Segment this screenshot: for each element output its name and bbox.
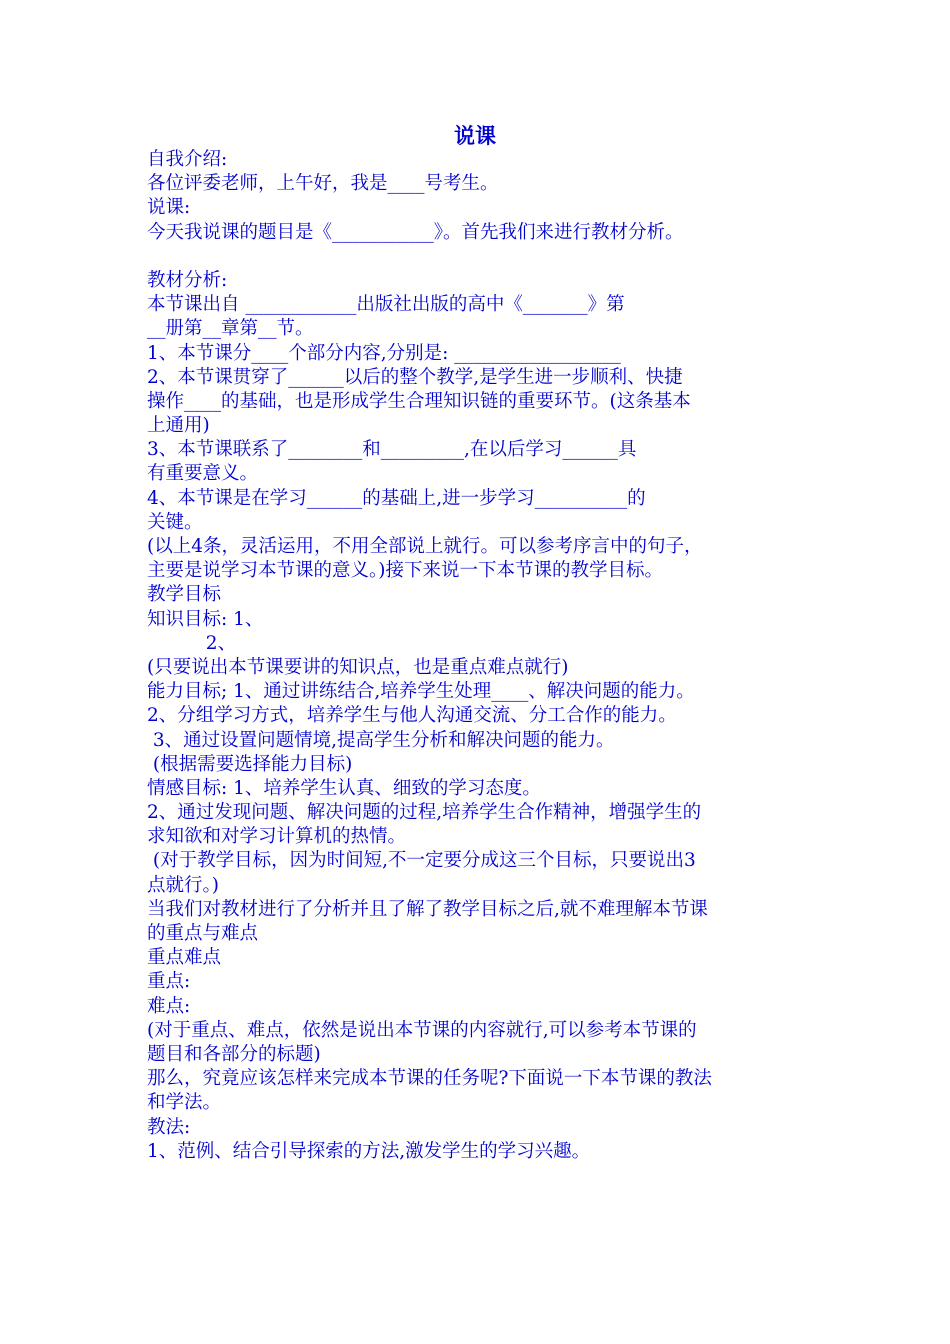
text-line: 那么，究竟应该怎样来完成本节课的任务呢?下面说一下本节课的教法 bbox=[147, 1068, 712, 1090]
text-line: 关键。 bbox=[147, 511, 203, 533]
text-line: 教法: bbox=[147, 1116, 191, 1138]
text-line: 主要是说学习本节课的意义。)接下来说一下本节课的教学目标。 bbox=[147, 560, 663, 582]
text-line: (只要说出本节课要讲的知识点，也是重点难点就行) bbox=[147, 656, 569, 678]
document-body bbox=[147, 148, 807, 1164]
text-line: 求知欲和对学习计算机的热情。 bbox=[147, 826, 407, 848]
text-line: 教学目标 bbox=[147, 584, 222, 606]
text-line: 难点: bbox=[147, 995, 191, 1017]
text-line: 教材分析: bbox=[147, 269, 228, 291]
text-line: 2、本节课贯穿了______以后的整个教学,是学生进一步顺利、快捷 bbox=[147, 366, 683, 388]
text-line: (对于教学目标，因为时间短,不一定要分成这三个目标，只要说出3 bbox=[147, 850, 696, 872]
text-line: 各位评委老师，上午好，我是____号考生。 bbox=[147, 173, 499, 195]
text-line: 今天我说课的题目是《___________》。首先我们来进行教材分析。 bbox=[147, 221, 684, 243]
text-line: 能力目标; 1、通过讲练结合,培养学生处理____、解决问题的能力。 bbox=[147, 681, 695, 703]
blank-line bbox=[147, 245, 807, 269]
text-line: 1、范例、结合引导探索的方法,激发学生的学习兴趣。 bbox=[147, 1140, 591, 1162]
text-line: (以上4条，灵活运用，不用全部说上就行。可以参考序言中的句子， bbox=[147, 536, 703, 557]
text-line: 题目和各部分的标题) bbox=[147, 1043, 321, 1065]
text-line: 有重要意义。 bbox=[147, 463, 259, 485]
text-line: (对于重点、难点，依然是说出本节课的内容就行,可以参考本节课的 bbox=[147, 1019, 697, 1041]
text-line: 上通用) bbox=[147, 415, 210, 437]
text-line: 和学法。 bbox=[147, 1092, 222, 1114]
text-line: 3、通过设置问题情境,提高学生分析和解决问题的能力。 bbox=[147, 729, 615, 751]
text-line: 的重点与难点 bbox=[147, 923, 259, 944]
text-line: 1、本节课分____个部分内容,分别是: __________________ bbox=[147, 342, 621, 364]
text-line: 4、本节课是在学习______的基础上,进一步学习__________的 bbox=[147, 487, 646, 509]
text-line: 说课: bbox=[147, 197, 191, 219]
text-line: 2、 bbox=[147, 632, 237, 654]
text-line: 操作____的基础，也是形成学生合理知识链的重要环节。(这条基本 bbox=[147, 390, 691, 412]
document-title: 说课 bbox=[454, 123, 496, 148]
text-line: 当我们对教材进行了分析并且了解了教学目标之后,就不难理解本节课 bbox=[147, 898, 708, 920]
text-line: 2、分组学习方式，培养学生与他人沟通交流、分工合作的能力。 bbox=[147, 705, 677, 727]
text-line: 重点: bbox=[147, 971, 191, 993]
text-line: 3、本节课联系了________和_________,在以后学习______具 bbox=[147, 439, 637, 461]
text-line: 本节课出自 ____________出版社出版的高中《_______》第 bbox=[147, 294, 625, 316]
text-line: 知识目标: 1、 bbox=[147, 608, 264, 630]
text-line: 自我介绍: bbox=[147, 149, 228, 170]
text-line: 点就行。) bbox=[147, 874, 219, 896]
text-line: 2、通过发现问题、解决问题的过程,培养学生合作精神，增强学生的 bbox=[147, 802, 702, 824]
text-line: 重点难点 bbox=[147, 947, 222, 969]
text-line: 情感目标: 1、培养学生认真、细致的学习态度。 bbox=[147, 777, 541, 799]
text-line: __册第__章第__节。 bbox=[147, 318, 314, 340]
text-line: (根据需要选择能力目标) bbox=[147, 753, 353, 775]
